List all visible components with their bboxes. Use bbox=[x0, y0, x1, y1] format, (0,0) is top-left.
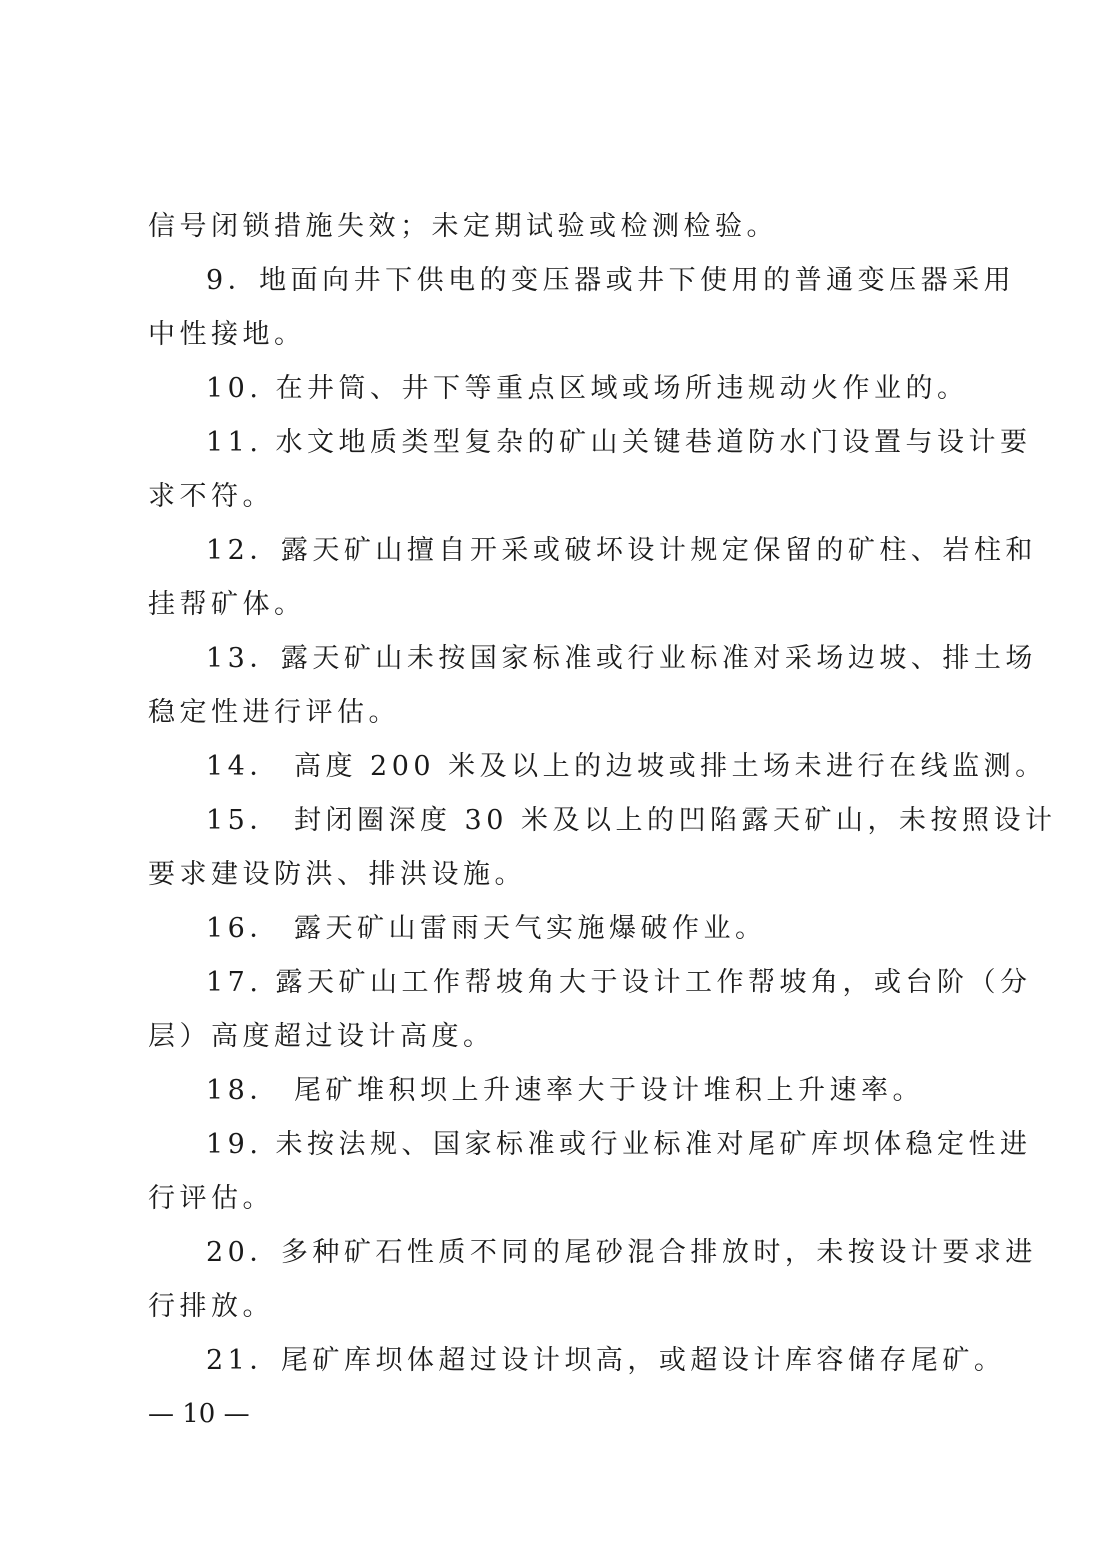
list-item-13: 13．露天矿山未按国家标准或行业标准对采场边坡、排土场 bbox=[206, 643, 1037, 674]
list-item-16: 16． 露天矿山雷雨天气实施爆破作业。 bbox=[206, 913, 767, 944]
document-body bbox=[148, 200, 1057, 1388]
text-line: 行评估。 bbox=[148, 1183, 274, 1214]
text-line: 挂帮矿体。 bbox=[148, 589, 306, 620]
list-item-11: 11. 水文地质类型复杂的矿山关键巷道防水门设置与设计要 bbox=[206, 427, 1032, 458]
list-item-14: 14． 高度 200 米及以上的边坡或排土场未进行在线监测。 bbox=[206, 751, 1047, 782]
list-item-21: 21．尾矿库坝体超过设计坝高，或超设计库容储存尾矿。 bbox=[206, 1345, 1006, 1376]
text-line: 中性接地。 bbox=[148, 319, 306, 350]
text-line: 信号闭锁措施失效；未定期试验或检测检验。 bbox=[148, 211, 778, 242]
list-item-19: 19. 未按法规、国家标准或行业标准对尾矿库坝体稳定性进 bbox=[206, 1129, 1032, 1160]
list-item-17: 17. 露天矿山工作帮坡角大于设计工作帮坡角，或台阶（分 bbox=[206, 967, 1032, 998]
text-line: 行排放。 bbox=[148, 1291, 274, 1322]
list-item-20: 20．多种矿石性质不同的尾砂混合排放时，未按设计要求进 bbox=[206, 1237, 1037, 1268]
list-item-9: 9．地面向井下供电的变压器或井下使用的普通变压器采用 bbox=[206, 265, 1016, 296]
list-item-18: 18． 尾矿堆积坝上升速率大于设计堆积上升速率。 bbox=[206, 1075, 924, 1106]
text-line: 要求建设防洪、排洪设施。 bbox=[148, 859, 526, 890]
text-line: 稳定性进行评估。 bbox=[148, 697, 400, 728]
list-item-10: 10. 在井筒、井下等重点区域或场所违规动火作业的。 bbox=[206, 373, 969, 404]
text-line: 层）高度超过设计高度。 bbox=[148, 1021, 495, 1052]
list-item-12: 12．露天矿山擅自开采或破坏设计规定保留的矿柱、岩柱和 bbox=[206, 535, 1037, 566]
text-line: 求不符。 bbox=[148, 481, 274, 512]
list-item-15: 15． 封闭圈深度 30 米及以上的凹陷露天矿山，未按照设计 bbox=[206, 805, 1057, 836]
page-number: — 10 — bbox=[148, 1399, 250, 1429]
